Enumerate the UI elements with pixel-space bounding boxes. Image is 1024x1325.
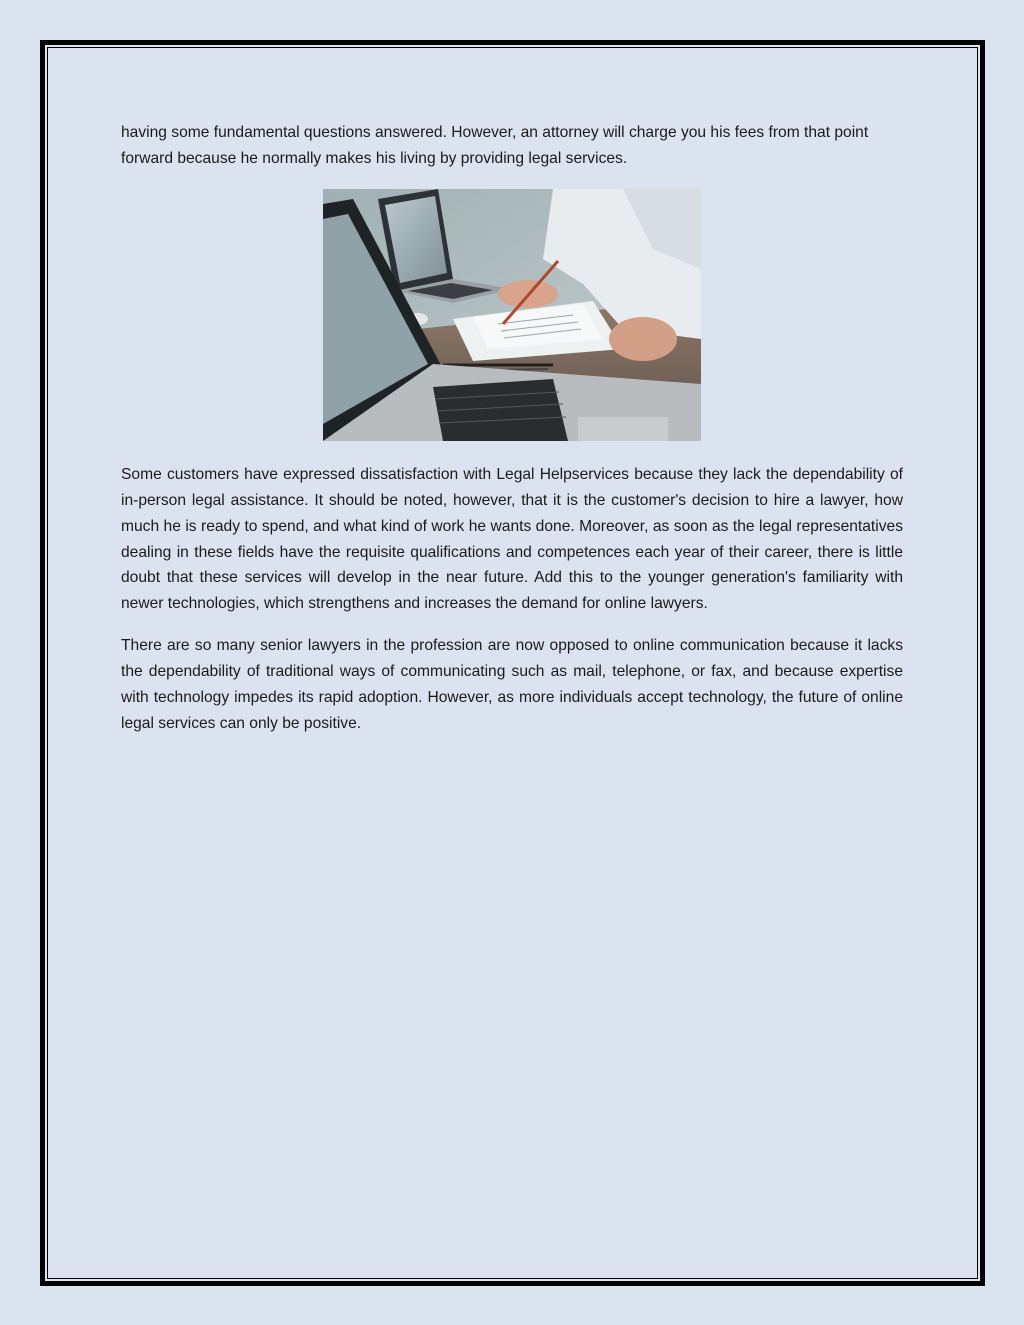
paragraph-1: having some fundamental questions answered. However, an attorney will charge you his fees from that point forward because he normally makes his living by providing legal services.	[121, 124, 869, 167]
photo-container	[121, 189, 903, 441]
document-body	[121, 120, 903, 737]
paragraph-3: There are so many senior lawyers in the profession are now opposed to online communication because it lacks the dependability of traditional ways of communicating such as mail, telephone, or fax, and because expertise with technology impedes its rapid adoption. However, as more individuals accept technology, the future of online legal services can only be positive.	[121, 637, 903, 732]
laptops-meeting-photo	[323, 189, 701, 441]
paragraph-2: Some customers have expressed dissatisfaction with Legal Helpservices because they lack the dependability of in-person legal assistance. It should be noted, however, that it is the customer's decision to hire a lawyer, how much he is ready to spend, and what kind of work he wants done. Moreover, as soon as the legal representatives dealing in these fields have the requisite qualifications and competences each year of their career, there is little doubt that these services will develop in the near future. Add this to the younger generation's familiarity with newer technologies, which strengthens and increases the demand for online lawyers.	[121, 465, 903, 613]
